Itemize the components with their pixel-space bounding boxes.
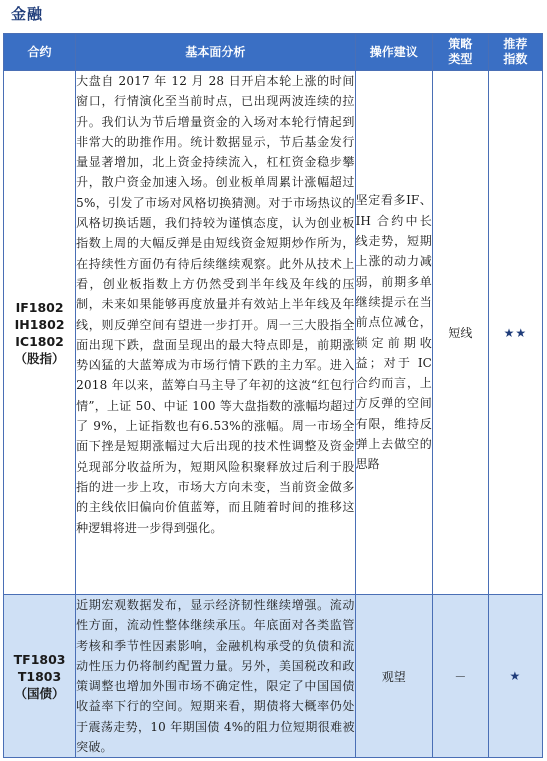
contract-cell — [4, 595, 76, 758]
header-recommend-index — [488, 34, 542, 71]
contract-code: IF1802 — [15, 299, 64, 315]
header-strategy-type — [432, 34, 488, 71]
recommend-stars: ★ — [488, 595, 542, 758]
header-advice: 操作建议 — [355, 34, 432, 71]
contract-code: T1803 — [17, 668, 62, 684]
contract-cell — [4, 71, 76, 595]
table-row-treasury — [4, 595, 543, 758]
contract-code: TF1803 — [13, 651, 66, 667]
contract-code: IH1802 — [14, 316, 65, 332]
header-recommend-line2: 指数 — [503, 52, 528, 66]
header-contract: 合约 — [4, 34, 76, 71]
header-strategy-type-line1: 策略 — [448, 37, 473, 51]
analysis-cell: 近期宏观数据发布，显示经济韧性继续增强。流动性方面，流动性整体继续承压。年底面对各类监管考核和季节性因素影响，金融机构承受的负债和流动性压力仍将制约配置力量。另外，美国税改和政策调整也增加外围市场不确定性，限定了中国国债收益率下行的空间。短期来看，期债将大概率仍处于震荡走势，10 年期国债 4%的阻力位短期很难被突破。 — [76, 595, 356, 758]
table-row-stock-index — [4, 71, 543, 595]
strategy-type-cell: － — [432, 595, 488, 758]
contract-category: （股指） — [14, 350, 65, 366]
recommend-stars: ★★ — [488, 71, 542, 595]
futures-table — [3, 33, 543, 758]
advice-cell: 观望 — [355, 595, 432, 758]
contract-code: IC1802 — [15, 333, 64, 349]
contract-category: （国债） — [14, 685, 65, 701]
strategy-type-cell: 短线 — [432, 71, 488, 595]
page-title: 金融 — [11, 5, 44, 23]
header-analysis: 基本面分析 — [76, 34, 356, 71]
header-recommend-line1: 推荐 — [503, 37, 528, 51]
table-header-row — [4, 34, 543, 71]
header-strategy-type-line2: 类型 — [448, 52, 473, 66]
advice-cell: 坚定看多IF、IH 合约中长线走势，短期上涨的动力减弱，前期多单继续提示在当前点位减仓，锁定前期收益；对于 IC 合约而言，上方反弹的空间有限，维持反弹上去做空的思路 — [355, 71, 432, 595]
analysis-cell: 大盘自 2017 年 12 月 28 日开启本轮上涨的时间窗口，行情演化至当前时点，已出现两波连续的拉升。我们认为节后增量资金的入场对本轮行情起到非常大的助推作用。统计数据显示，节后基金发行量显著增加，北上资金持续流入，杠杠资金稳步攀升，散户资金加速入场。创业板单周累计涨幅超过 5%，引发了市场对风格切换猜测。对于市场热议的风格切换话题，我们持较为谨慎态度，认为创业板指数上周的大幅反弹是由短线资金短期炒作所为，在持续性方面仍有待后续继续观察。此外从技术上看，创业板指数上方仍然受到半年线及年线的压制，未来如果能够再度放量并有效站上半年线及年线，则反弹空间有望进一步打开。周一三大股指全面出现下跌，盘面呈现出的最大特点即是，前期涨势凶猛的大蓝筹成为市场行情下跌的主力军。进入 2018 年以来，蓝筹白马主导了年初的这波“红包行情”，上证 50、中证 100 等大盘指数的涨幅均超过了 9%，上证指数也有6.53%的涨幅。周一市场全面下挫是短期涨幅过大后出现的技术性调整及资金兑现部分收益所为，短期风险积聚释放过后利于股指的进一步上攻，市场大方向未变，当前资金做多的主线依旧偏向价值蓝筹，而且随着时间的推移这种逻辑将进一步得到强化。 — [76, 71, 356, 595]
